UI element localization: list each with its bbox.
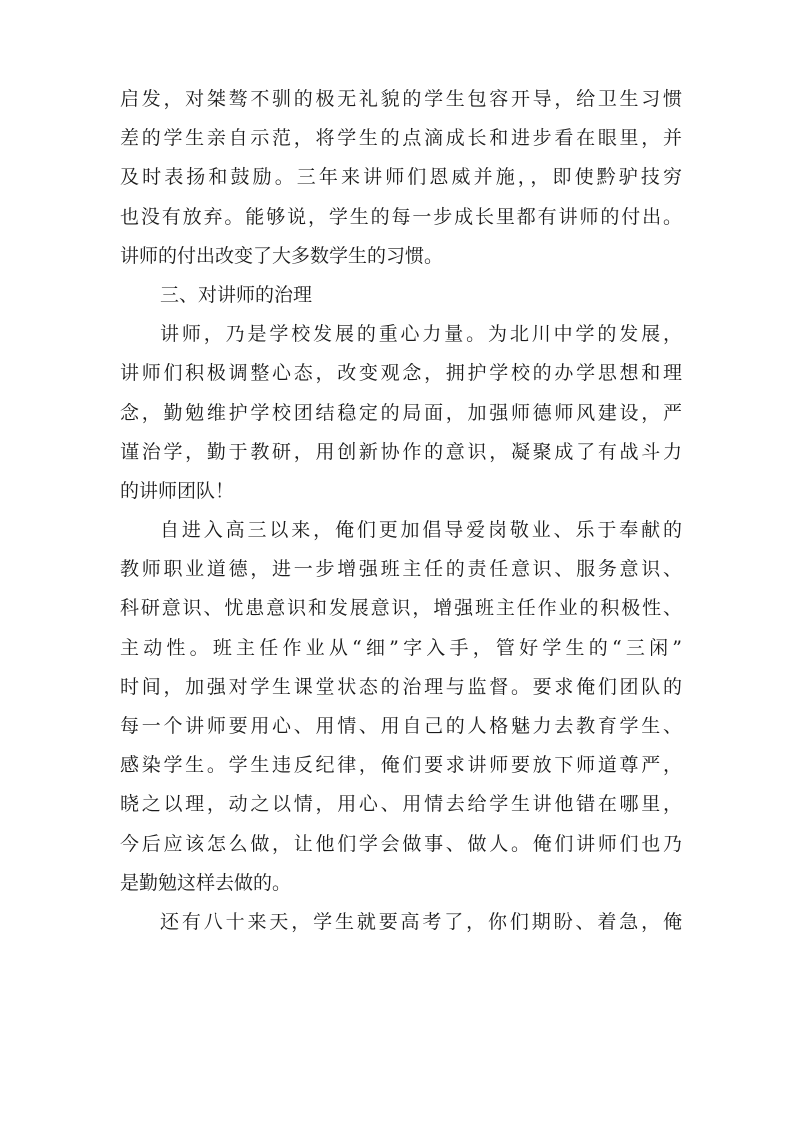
text-line: 的讲师团队！ [120, 479, 235, 502]
text-line: 自进入高三以来，俺们更加倡导爱岗敬业、乐于奉献的 [160, 519, 682, 542]
text-line: 差的学生亲自示范，将学生的点滴成长和进步看在眼里，并 [120, 127, 682, 150]
text-line: 讲师的付出改变了大多数学生的习惯。 [120, 244, 444, 267]
section-heading [120, 276, 682, 315]
text-line: 讲师，乃是学校发展的重心力量。为北川中学的发展， [160, 323, 682, 346]
text-line: 启发，对桀骜不驯的极无礼貌的学生包容开导，给卫生习惯 [120, 88, 682, 110]
text-line: 时间，加强对学生课堂状态的治理与监督。要求俺们团队的 [120, 675, 682, 698]
text-line: 及时表扬和鼓励。三年来讲师们恩威并施，，即使黔驴技穷 [120, 166, 682, 189]
text-line: 是勤勉这样去做的。 [120, 871, 292, 894]
text-line: 也没有放弃。能够说，学生的每一步成长里都有讲师的付出。 [120, 205, 682, 228]
document-body [120, 80, 682, 942]
text-line: 三、对讲师的治理 [160, 283, 313, 306]
paragraph [120, 903, 682, 942]
paragraph [120, 511, 682, 903]
text-line: 感染学生。学生违反纪律，俺们要求讲师要放下师道尊严， [120, 754, 682, 777]
text-line: 还有八十来天，学生就要高考了，你们期盼、着急，俺 [160, 910, 682, 933]
paragraph [120, 80, 682, 276]
text-line: 教师职业道德，进一步增强班主任的责任意识、服务意识、 [120, 558, 682, 581]
text-line: 晓之以理，动之以情，用心、用情去给学生讲他错在哪里， [120, 793, 682, 816]
text-line: 讲师们积极调整心态，改变观念，拥护学校的办学思想和理 [120, 362, 682, 385]
text-line: 念，勤勉维护学校团结稳定的局面，加强师德师风建设，严 [120, 401, 682, 424]
text-line: 每一个讲师要用心、用情、用自己的人格魅力去教育学生、 [120, 715, 682, 737]
text-line: 主动性。班主任作业从“细”字入手，管好学生的“三闲” [120, 636, 682, 659]
text-line: 谨治学，勤于教研，用创新协作的意识，凝聚成了有战斗力 [120, 440, 682, 463]
paragraph [120, 315, 682, 511]
text-line: 今后应该怎么做，让他们学会做事、做人。俺们讲师们也乃 [120, 832, 682, 855]
text-line: 科研意识、忧患意识和发展意识，增强班主任作业的积极性、 [120, 597, 682, 620]
